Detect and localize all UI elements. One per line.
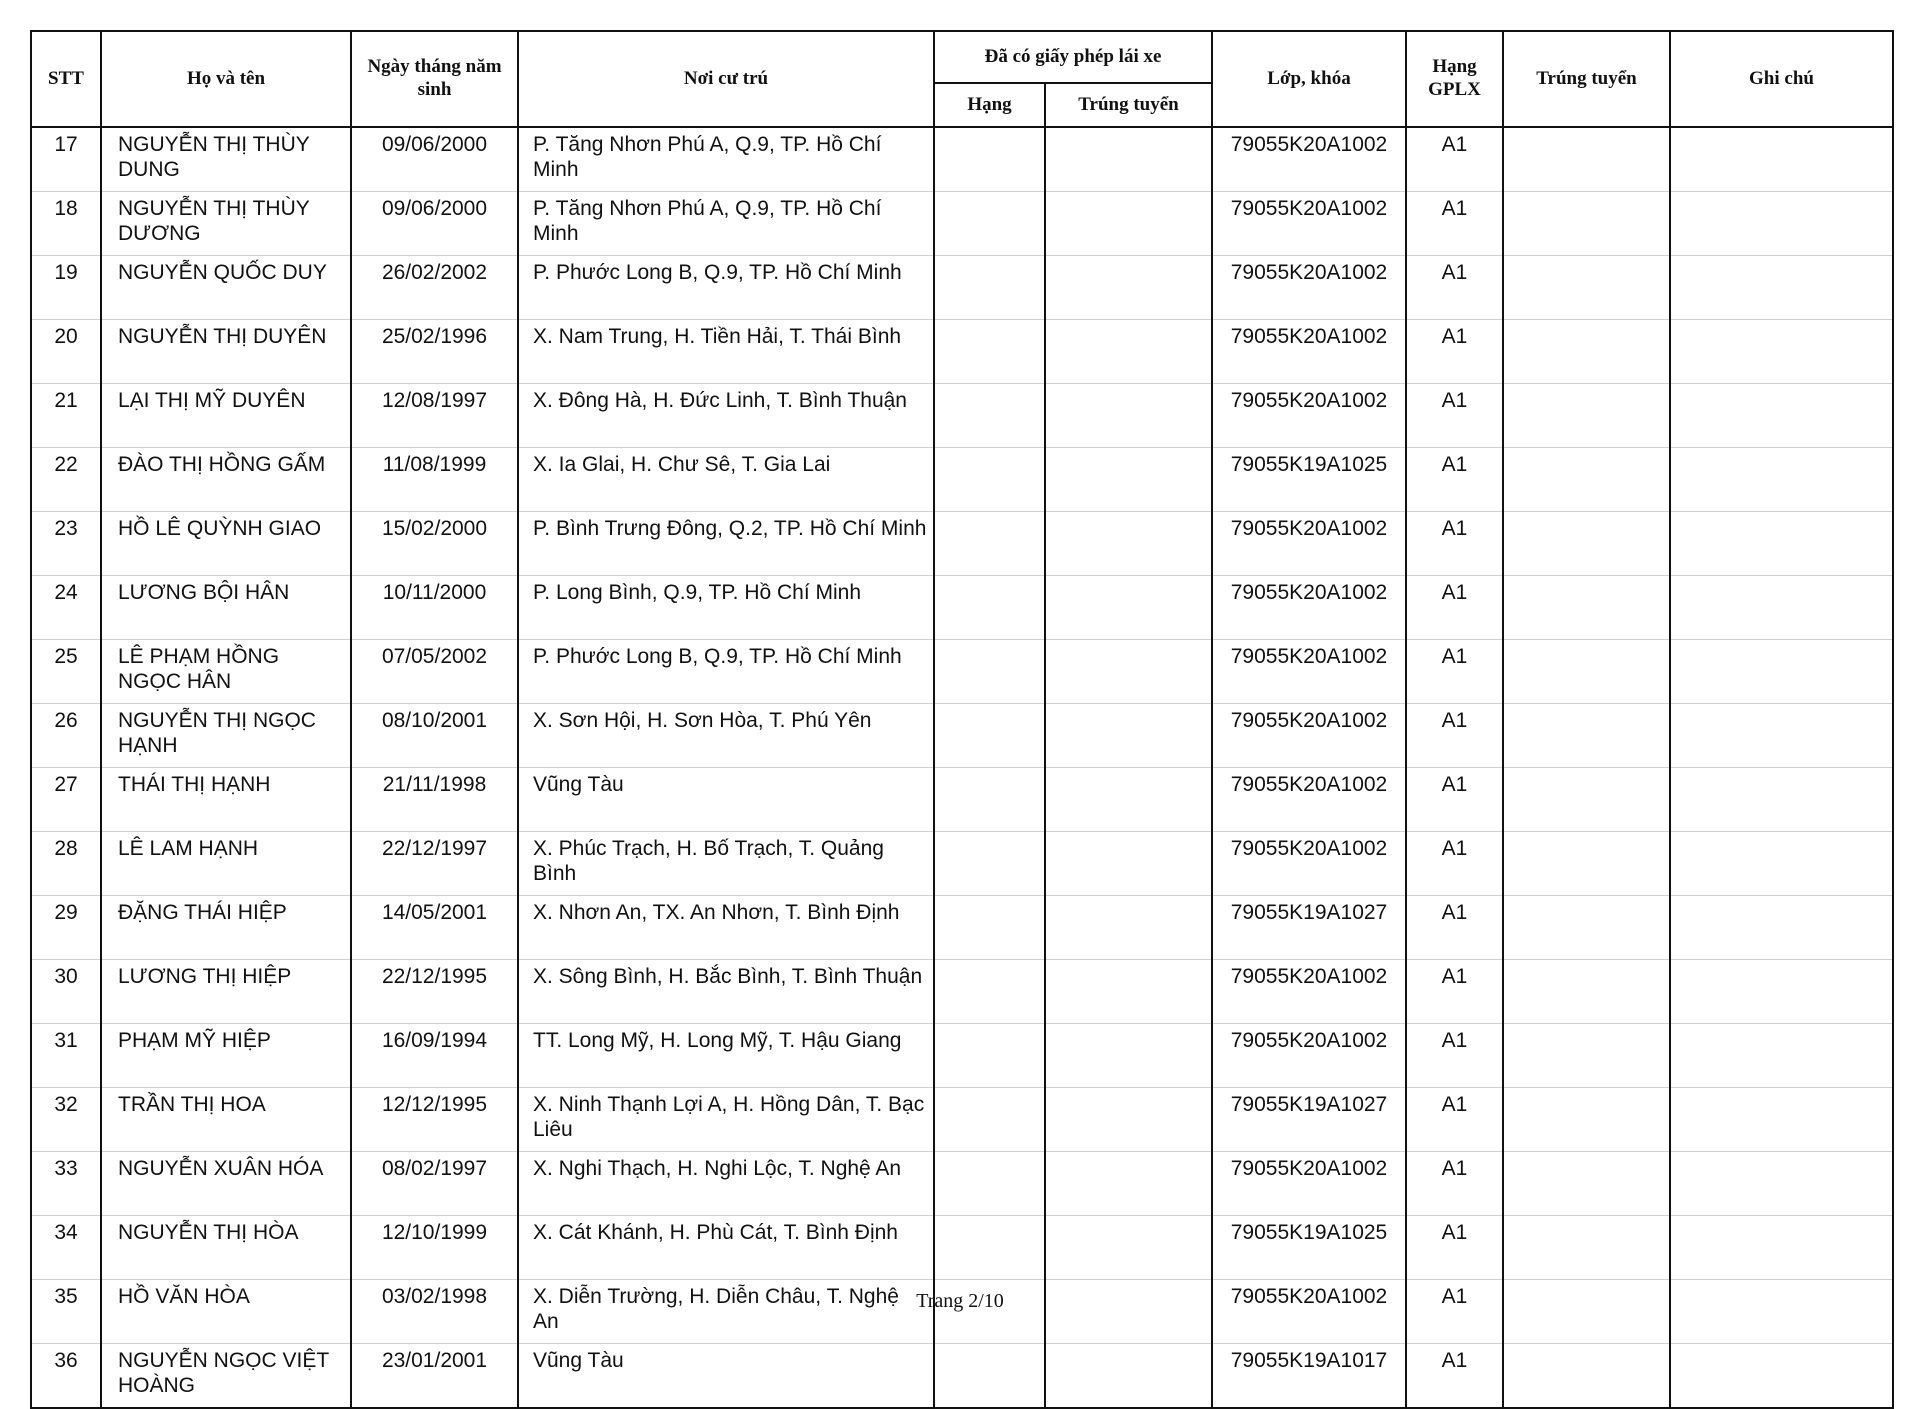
- row-license-pass: [1045, 960, 1212, 1024]
- row-license-rank: [934, 192, 1045, 256]
- row-name: THÁI THỊ HẠNH: [101, 768, 351, 832]
- table-row: [31, 1152, 1893, 1216]
- row-residence: X. Ia Glai, H. Chư Sê, T. Gia Lai: [518, 448, 934, 512]
- row-residence: X. Nhơn An, TX. An Nhơn, T. Bình Định: [518, 896, 934, 960]
- row-license-pass: [1045, 1216, 1212, 1280]
- row-class: 79055K20A1002: [1212, 1024, 1406, 1088]
- row-dob: 03/02/1998: [351, 1280, 518, 1344]
- table-row: [31, 768, 1893, 832]
- row-stt: 32: [31, 1088, 101, 1152]
- row-pass: [1503, 512, 1670, 576]
- table-row: [31, 256, 1893, 320]
- row-dob: 07/05/2002: [351, 640, 518, 704]
- row-residence: X. Cát Khánh, H. Phù Cát, T. Bình Định: [518, 1216, 934, 1280]
- row-note: [1670, 640, 1893, 704]
- row-dob: 25/02/1996: [351, 320, 518, 384]
- table-row: [31, 448, 1893, 512]
- row-stt: 35: [31, 1280, 101, 1344]
- row-note: [1670, 832, 1893, 896]
- table-row: [31, 960, 1893, 1024]
- row-note: [1670, 512, 1893, 576]
- header-license-rank: Hạng: [934, 83, 1045, 127]
- row-stt: 22: [31, 448, 101, 512]
- row-pass: [1503, 1088, 1670, 1152]
- row-license-pass: [1045, 192, 1212, 256]
- row-name: LẠI THỊ MỸ DUYÊN: [101, 384, 351, 448]
- row-license-rank: [934, 127, 1045, 192]
- table-header: [31, 31, 1893, 127]
- table-row: [31, 1216, 1893, 1280]
- row-note: [1670, 960, 1893, 1024]
- row-class: 79055K19A1025: [1212, 1216, 1406, 1280]
- row-name: ĐẶNG THÁI HIỆP: [101, 896, 351, 960]
- row-residence: Vũng Tàu: [518, 1344, 934, 1409]
- row-license-rank: [934, 1088, 1045, 1152]
- row-note: [1670, 704, 1893, 768]
- row-dob: 12/10/1999: [351, 1216, 518, 1280]
- row-note: [1670, 576, 1893, 640]
- header-license-pass: Trúng tuyển: [1045, 83, 1212, 127]
- row-name: LƯƠNG THỊ HIỆP: [101, 960, 351, 1024]
- row-gplx-rank: A1: [1406, 704, 1503, 768]
- row-dob: 14/05/2001: [351, 896, 518, 960]
- row-dob: 26/02/2002: [351, 256, 518, 320]
- row-name: ĐÀO THỊ HỒNG GẤM: [101, 448, 351, 512]
- header-dob: Ngày tháng năm sinh: [351, 31, 518, 127]
- row-license-rank: [934, 448, 1045, 512]
- row-note: [1670, 1344, 1893, 1409]
- header-note: Ghi chú: [1670, 31, 1893, 127]
- row-residence: X. Đông Hà, H. Đức Linh, T. Bình Thuận: [518, 384, 934, 448]
- row-note: [1670, 384, 1893, 448]
- row-pass: [1503, 256, 1670, 320]
- row-license-rank: [934, 1152, 1045, 1216]
- row-license-pass: [1045, 448, 1212, 512]
- row-pass: [1503, 896, 1670, 960]
- header-residence: Nơi cư trú: [518, 31, 934, 127]
- row-pass: [1503, 1024, 1670, 1088]
- row-residence: TT. Long Mỹ, H. Long Mỹ, T. Hậu Giang: [518, 1024, 934, 1088]
- row-class: 79055K19A1027: [1212, 1088, 1406, 1152]
- row-class: 79055K20A1002: [1212, 127, 1406, 192]
- row-residence: P. Phước Long B, Q.9, TP. Hồ Chí Minh: [518, 640, 934, 704]
- row-license-rank: [934, 384, 1045, 448]
- row-dob: 10/11/2000: [351, 576, 518, 640]
- row-license-pass: [1045, 1152, 1212, 1216]
- row-name: NGUYỄN THỊ THÙY DƯƠNG: [101, 192, 351, 256]
- row-dob: 08/10/2001: [351, 704, 518, 768]
- row-name: HỒ LÊ QUỲNH GIAO: [101, 512, 351, 576]
- row-name: NGUYỄN QUỐC DUY: [101, 256, 351, 320]
- row-residence: X. Phúc Trạch, H. Bố Trạch, T. Quảng Bình: [518, 832, 934, 896]
- row-dob: 16/09/1994: [351, 1024, 518, 1088]
- row-stt: 20: [31, 320, 101, 384]
- page-number: Trang 2/10: [916, 1290, 1004, 1312]
- row-name: NGUYỄN THỊ HÒA: [101, 1216, 351, 1280]
- header-pass: Trúng tuyển: [1503, 31, 1670, 127]
- row-name: NGUYỄN THỊ NGỌC HẠNH: [101, 704, 351, 768]
- row-license-pass: [1045, 1088, 1212, 1152]
- row-note: [1670, 127, 1893, 192]
- row-pass: [1503, 1344, 1670, 1409]
- table-row: [31, 1024, 1893, 1088]
- row-class: 79055K20A1002: [1212, 768, 1406, 832]
- row-residence: P. Tăng Nhơn Phú A, Q.9, TP. Hồ Chí Minh: [518, 127, 934, 192]
- row-gplx-rank: A1: [1406, 384, 1503, 448]
- row-gplx-rank: A1: [1406, 320, 1503, 384]
- row-name: LÊ LAM HẠNH: [101, 832, 351, 896]
- candidate-table: [30, 30, 1894, 1409]
- table-row: [31, 127, 1893, 192]
- row-gplx-rank: A1: [1406, 256, 1503, 320]
- row-dob: 12/12/1995: [351, 1088, 518, 1152]
- row-stt: 36: [31, 1344, 101, 1409]
- row-license-pass: [1045, 1024, 1212, 1088]
- table-row: [31, 192, 1893, 256]
- row-dob: 11/08/1999: [351, 448, 518, 512]
- row-stt: 17: [31, 127, 101, 192]
- row-gplx-rank: A1: [1406, 448, 1503, 512]
- row-license-pass: [1045, 127, 1212, 192]
- row-license-rank: [934, 832, 1045, 896]
- row-license-pass: [1045, 768, 1212, 832]
- row-dob: 12/08/1997: [351, 384, 518, 448]
- row-residence: P. Phước Long B, Q.9, TP. Hồ Chí Minh: [518, 256, 934, 320]
- row-license-pass: [1045, 704, 1212, 768]
- row-gplx-rank: A1: [1406, 896, 1503, 960]
- row-class: 79055K19A1017: [1212, 1344, 1406, 1409]
- row-name: NGUYỄN THỊ DUYÊN: [101, 320, 351, 384]
- row-note: [1670, 896, 1893, 960]
- row-residence: X. Diễn Trường, H. Diễn Châu, T. Nghệ An: [518, 1280, 934, 1344]
- row-class: 79055K19A1027: [1212, 896, 1406, 960]
- row-name: NGUYỄN NGỌC VIỆT HOÀNG: [101, 1344, 351, 1409]
- row-stt: 26: [31, 704, 101, 768]
- row-class: 79055K20A1002: [1212, 704, 1406, 768]
- row-stt: 25: [31, 640, 101, 704]
- header-stt: STT: [31, 31, 101, 127]
- row-class: 79055K20A1002: [1212, 1152, 1406, 1216]
- row-license-pass: [1045, 832, 1212, 896]
- row-stt: 33: [31, 1152, 101, 1216]
- row-license-pass: [1045, 896, 1212, 960]
- row-gplx-rank: A1: [1406, 576, 1503, 640]
- row-stt: 21: [31, 384, 101, 448]
- row-pass: [1503, 384, 1670, 448]
- row-license-rank: [934, 1344, 1045, 1409]
- row-pass: [1503, 704, 1670, 768]
- row-license-rank: [934, 896, 1045, 960]
- table-row: [31, 1344, 1893, 1409]
- row-pass: [1503, 768, 1670, 832]
- row-class: 79055K20A1002: [1212, 256, 1406, 320]
- table-body: [31, 127, 1893, 1408]
- row-license-pass: [1045, 576, 1212, 640]
- row-dob: 22/12/1997: [351, 832, 518, 896]
- row-class: 79055K20A1002: [1212, 192, 1406, 256]
- row-class: 79055K20A1002: [1212, 832, 1406, 896]
- header-license-group: Đã có giấy phép lái xe: [934, 31, 1212, 83]
- header-class: Lớp, khóa: [1212, 31, 1406, 127]
- table-row: [31, 640, 1893, 704]
- table-row: [31, 896, 1893, 960]
- row-gplx-rank: A1: [1406, 1024, 1503, 1088]
- row-gplx-rank: A1: [1406, 832, 1503, 896]
- row-license-rank: [934, 1216, 1045, 1280]
- row-note: [1670, 768, 1893, 832]
- row-stt: 18: [31, 192, 101, 256]
- row-name: LÊ PHẠM HỒNG NGỌC HÂN: [101, 640, 351, 704]
- row-class: 79055K20A1002: [1212, 1280, 1406, 1344]
- row-dob: 21/11/1998: [351, 768, 518, 832]
- row-stt: 28: [31, 832, 101, 896]
- row-class: 79055K19A1025: [1212, 448, 1406, 512]
- row-stt: 29: [31, 896, 101, 960]
- row-dob: 23/01/2001: [351, 1344, 518, 1409]
- row-stt: 27: [31, 768, 101, 832]
- row-name: TRẦN THỊ HOA: [101, 1088, 351, 1152]
- row-stt: 23: [31, 512, 101, 576]
- table-row: [31, 576, 1893, 640]
- row-license-rank: [934, 256, 1045, 320]
- row-gplx-rank: A1: [1406, 1344, 1503, 1409]
- row-class: 79055K20A1002: [1212, 640, 1406, 704]
- row-license-rank: [934, 768, 1045, 832]
- row-class: 79055K20A1002: [1212, 960, 1406, 1024]
- row-gplx-rank: A1: [1406, 1280, 1503, 1344]
- row-pass: [1503, 192, 1670, 256]
- row-name: HỒ VĂN HÒA: [101, 1280, 351, 1344]
- row-gplx-rank: A1: [1406, 640, 1503, 704]
- row-note: [1670, 1152, 1893, 1216]
- row-gplx-rank: A1: [1406, 192, 1503, 256]
- row-license-rank: [934, 1024, 1045, 1088]
- table-row: [31, 512, 1893, 576]
- row-stt: 34: [31, 1216, 101, 1280]
- row-residence: X. Sông Bình, H. Bắc Bình, T. Bình Thuận: [518, 960, 934, 1024]
- row-stt: 30: [31, 960, 101, 1024]
- table-row: [31, 704, 1893, 768]
- row-license-pass: [1045, 384, 1212, 448]
- row-pass: [1503, 640, 1670, 704]
- row-class: 79055K20A1002: [1212, 512, 1406, 576]
- row-license-rank: [934, 960, 1045, 1024]
- row-pass: [1503, 1216, 1670, 1280]
- row-note: [1670, 192, 1893, 256]
- table-row: [31, 1088, 1893, 1152]
- row-residence: X. Nghi Thạch, H. Nghi Lộc, T. Nghệ An: [518, 1152, 934, 1216]
- row-pass: [1503, 320, 1670, 384]
- row-license-pass: [1045, 320, 1212, 384]
- row-pass: [1503, 832, 1670, 896]
- row-gplx-rank: A1: [1406, 512, 1503, 576]
- row-dob: 22/12/1995: [351, 960, 518, 1024]
- row-dob: 09/06/2000: [351, 127, 518, 192]
- row-pass: [1503, 1152, 1670, 1216]
- header-name: Họ và tên: [101, 31, 351, 127]
- row-class: 79055K20A1002: [1212, 384, 1406, 448]
- row-license-rank: [934, 512, 1045, 576]
- row-stt: 19: [31, 256, 101, 320]
- row-name: NGUYỄN THỊ THÙY DUNG: [101, 127, 351, 192]
- row-dob: 09/06/2000: [351, 192, 518, 256]
- row-license-rank: [934, 576, 1045, 640]
- row-note: [1670, 256, 1893, 320]
- row-license-rank: [934, 320, 1045, 384]
- row-stt: 24: [31, 576, 101, 640]
- row-residence: Vũng Tàu: [518, 768, 934, 832]
- row-name: PHẠM MỸ HIỆP: [101, 1024, 351, 1088]
- row-pass: [1503, 127, 1670, 192]
- row-license-pass: [1045, 512, 1212, 576]
- table-row: [31, 832, 1893, 896]
- row-pass: [1503, 448, 1670, 512]
- row-residence: P. Bình Trưng Đông, Q.2, TP. Hồ Chí Minh: [518, 512, 934, 576]
- row-note: [1670, 320, 1893, 384]
- row-gplx-rank: A1: [1406, 960, 1503, 1024]
- row-residence: X. Ninh Thạnh Lợi A, H. Hồng Dân, T. Bạc Liêu: [518, 1088, 934, 1152]
- row-license-pass: [1045, 1344, 1212, 1409]
- row-gplx-rank: A1: [1406, 1152, 1503, 1216]
- row-note: [1670, 1088, 1893, 1152]
- row-name: NGUYỄN XUÂN HÓA: [101, 1152, 351, 1216]
- row-dob: 08/02/1997: [351, 1152, 518, 1216]
- row-class: 79055K20A1002: [1212, 320, 1406, 384]
- row-class: 79055K20A1002: [1212, 576, 1406, 640]
- row-license-rank: [934, 704, 1045, 768]
- row-gplx-rank: A1: [1406, 768, 1503, 832]
- row-gplx-rank: A1: [1406, 1216, 1503, 1280]
- row-residence: P. Long Bình, Q.9, TP. Hồ Chí Minh: [518, 576, 934, 640]
- row-gplx-rank: A1: [1406, 127, 1503, 192]
- row-license-pass: [1045, 256, 1212, 320]
- row-residence: P. Tăng Nhơn Phú A, Q.9, TP. Hồ Chí Minh: [518, 192, 934, 256]
- row-note: [1670, 448, 1893, 512]
- table-row: [31, 320, 1893, 384]
- row-note: [1670, 1024, 1893, 1088]
- row-name: LƯƠNG BỘI HÂN: [101, 576, 351, 640]
- row-gplx-rank: A1: [1406, 1088, 1503, 1152]
- row-pass: [1503, 576, 1670, 640]
- row-residence: X. Sơn Hội, H. Sơn Hòa, T. Phú Yên: [518, 704, 934, 768]
- document-page: [30, 30, 1892, 1409]
- row-license-pass: [1045, 640, 1212, 704]
- row-residence: X. Nam Trung, H. Tiền Hải, T. Thái Bình: [518, 320, 934, 384]
- row-dob: 15/02/2000: [351, 512, 518, 576]
- row-note: [1670, 1216, 1893, 1280]
- row-license-rank: [934, 640, 1045, 704]
- row-pass: [1503, 960, 1670, 1024]
- row-stt: 31: [31, 1024, 101, 1088]
- table-row: [31, 384, 1893, 448]
- header-gplx-rank: Hạng GPLX: [1406, 31, 1503, 127]
